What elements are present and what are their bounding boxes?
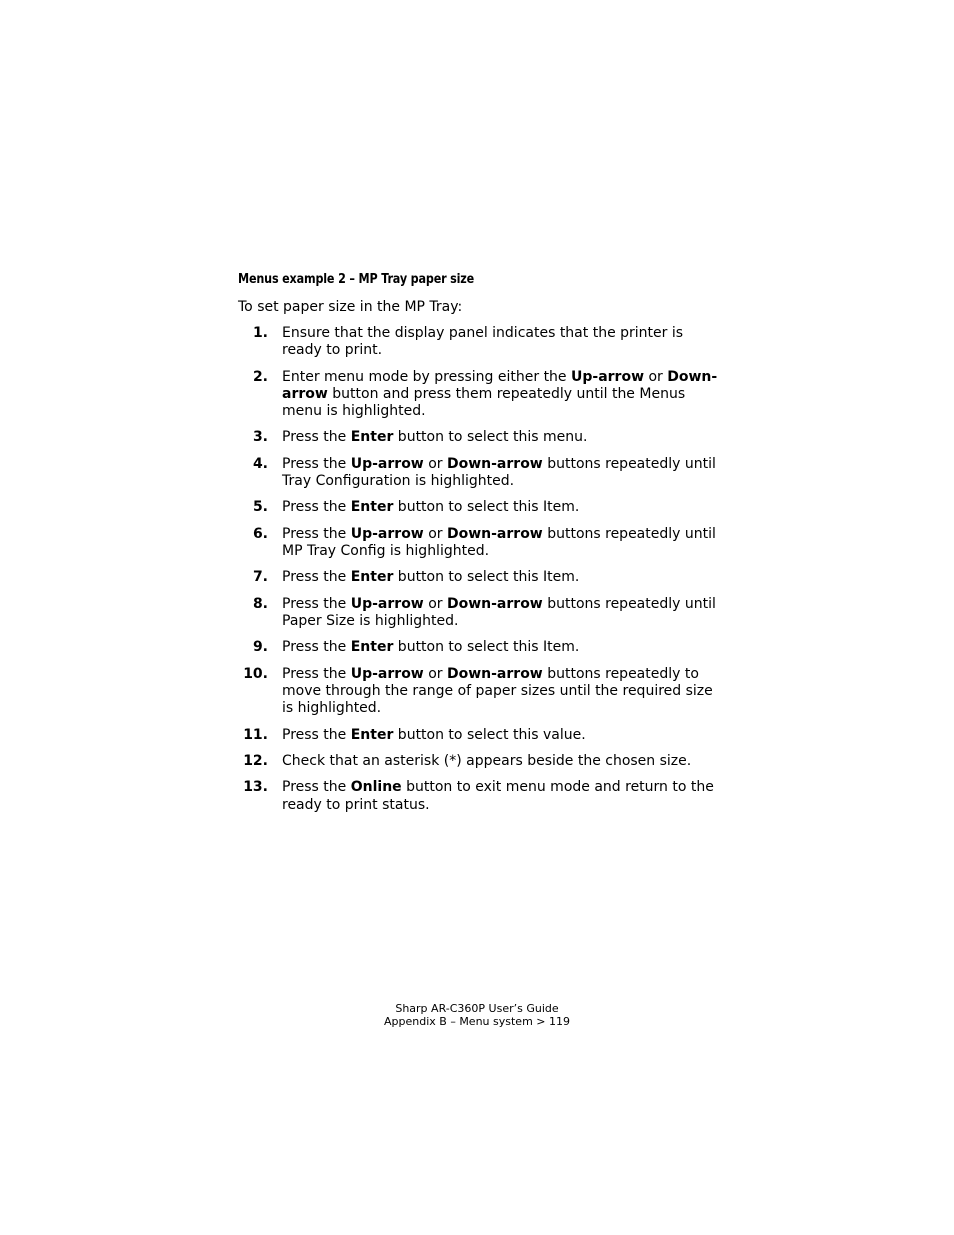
step-button-name: Up-arrow (571, 368, 645, 385)
step-text-run: or (423, 455, 447, 472)
step-item (238, 456, 718, 490)
step-button-name: Up-arrow (350, 595, 424, 612)
footer-guide-title: Sharp AR-C360P User’s Guide (395, 1002, 559, 1015)
step-text (282, 596, 718, 630)
step-text (282, 429, 718, 446)
step-text-run: button to select this value. (393, 726, 586, 743)
step-number: 12. (243, 752, 268, 769)
step-button-name: Up-arrow (350, 455, 424, 472)
step-text (282, 456, 718, 490)
step-item (238, 596, 718, 630)
step-number: 1. (252, 325, 268, 341)
step-button-name: Enter (350, 499, 394, 516)
footer-page-reference: Appendix B – Menu system > 119 (384, 1015, 570, 1028)
step-button-name: Down-arrow (446, 595, 543, 612)
document-body (238, 271, 718, 823)
step-text-run: button to select this Item. (393, 499, 580, 516)
step-item (238, 369, 718, 421)
step-text (282, 526, 718, 560)
step-number: 10. (243, 665, 268, 682)
step-text-run: Press the (282, 779, 351, 796)
step-text-run: buttons repeatedly to move through the range of paper sizes until the required size is highlighted. (282, 665, 713, 717)
step-text-run: or (644, 368, 668, 385)
step-item (238, 779, 718, 813)
step-item (238, 727, 718, 744)
step-item (238, 499, 718, 516)
step-text-run: Check that an asterisk (*) appears beside the chosen size. (282, 752, 692, 769)
step-button-name: Down-arrow (446, 525, 543, 542)
step-number: 5. (252, 499, 268, 516)
step-button-name: Up-arrow (350, 525, 424, 542)
step-button-name: Enter (350, 569, 394, 586)
step-button-name: Online (350, 779, 402, 796)
step-text-run: Enter menu mode by pressing either the (282, 368, 571, 385)
step-text-run: buttons repeatedly until Tray Configuration is highlighted. (282, 455, 716, 489)
step-number: 7. (252, 569, 268, 586)
step-text (282, 639, 718, 656)
step-number: 11. (243, 726, 268, 743)
step-button-name: Enter (350, 726, 394, 743)
step-text-run: Press the (282, 569, 351, 586)
steps-list (238, 325, 718, 814)
step-text (282, 499, 718, 516)
step-text-run: Press the (282, 429, 351, 446)
step-text-run: buttons repeatedly until Paper Size is highlighted. (282, 595, 716, 629)
step-number: 9. (252, 639, 268, 656)
step-button-name: Enter (350, 639, 394, 656)
step-item (238, 666, 718, 718)
step-text-run: Press the (282, 525, 351, 542)
step-text (282, 779, 718, 813)
step-text-run: Press the (282, 595, 351, 612)
step-text-run: buttons repeatedly until MP Tray Config is highlighted. (282, 525, 716, 559)
step-text-run: Ensure that the display panel indicates that the printer is ready to print. (282, 325, 684, 359)
step-text-run: button to select this Item. (393, 639, 580, 656)
step-number: 6. (252, 525, 268, 542)
step-text-run: or (423, 595, 447, 612)
step-text (282, 666, 718, 718)
step-text-run: button to exit menu mode and return to the ready to print status. (282, 779, 714, 813)
step-item (238, 429, 718, 446)
step-text-run: Press the (282, 499, 351, 516)
step-button-name: Down-arrow (446, 665, 543, 682)
page-footer (0, 1002, 954, 1028)
step-button-name: Down-arrow (446, 455, 543, 472)
step-number: 13. (243, 779, 268, 796)
step-button-name: Up-arrow (350, 665, 424, 682)
section-heading: Menus example 2 – MP Tray paper size (238, 272, 475, 287)
step-button-name: Down-arrow (282, 368, 718, 402)
step-text-run: or (423, 525, 447, 542)
step-number: 3. (252, 429, 268, 446)
step-text (282, 753, 718, 770)
step-item (238, 569, 718, 586)
intro-text: To set paper size in the MP Tray: (238, 299, 463, 315)
step-text (282, 727, 718, 744)
step-text-run: Press the (282, 726, 351, 743)
step-text-run: or (423, 665, 447, 682)
step-number: 8. (252, 595, 268, 612)
step-text-run: button and press them repeatedly until the Menus menu is highlighted. (282, 385, 686, 419)
step-text-run: Press the (282, 665, 351, 682)
step-text (282, 569, 718, 586)
step-number: 4. (252, 455, 268, 472)
step-text-run: button to select this menu. (393, 429, 588, 446)
step-item (238, 325, 718, 359)
step-text-run: Press the (282, 639, 351, 656)
step-text-run: Press the (282, 455, 351, 472)
step-item (238, 639, 718, 656)
step-number: 2. (252, 368, 268, 385)
step-text-run: button to select this Item. (393, 569, 580, 586)
step-text (282, 325, 718, 359)
step-item (238, 526, 718, 560)
step-item (238, 753, 718, 770)
step-button-name: Enter (350, 429, 394, 446)
step-text (282, 369, 718, 421)
